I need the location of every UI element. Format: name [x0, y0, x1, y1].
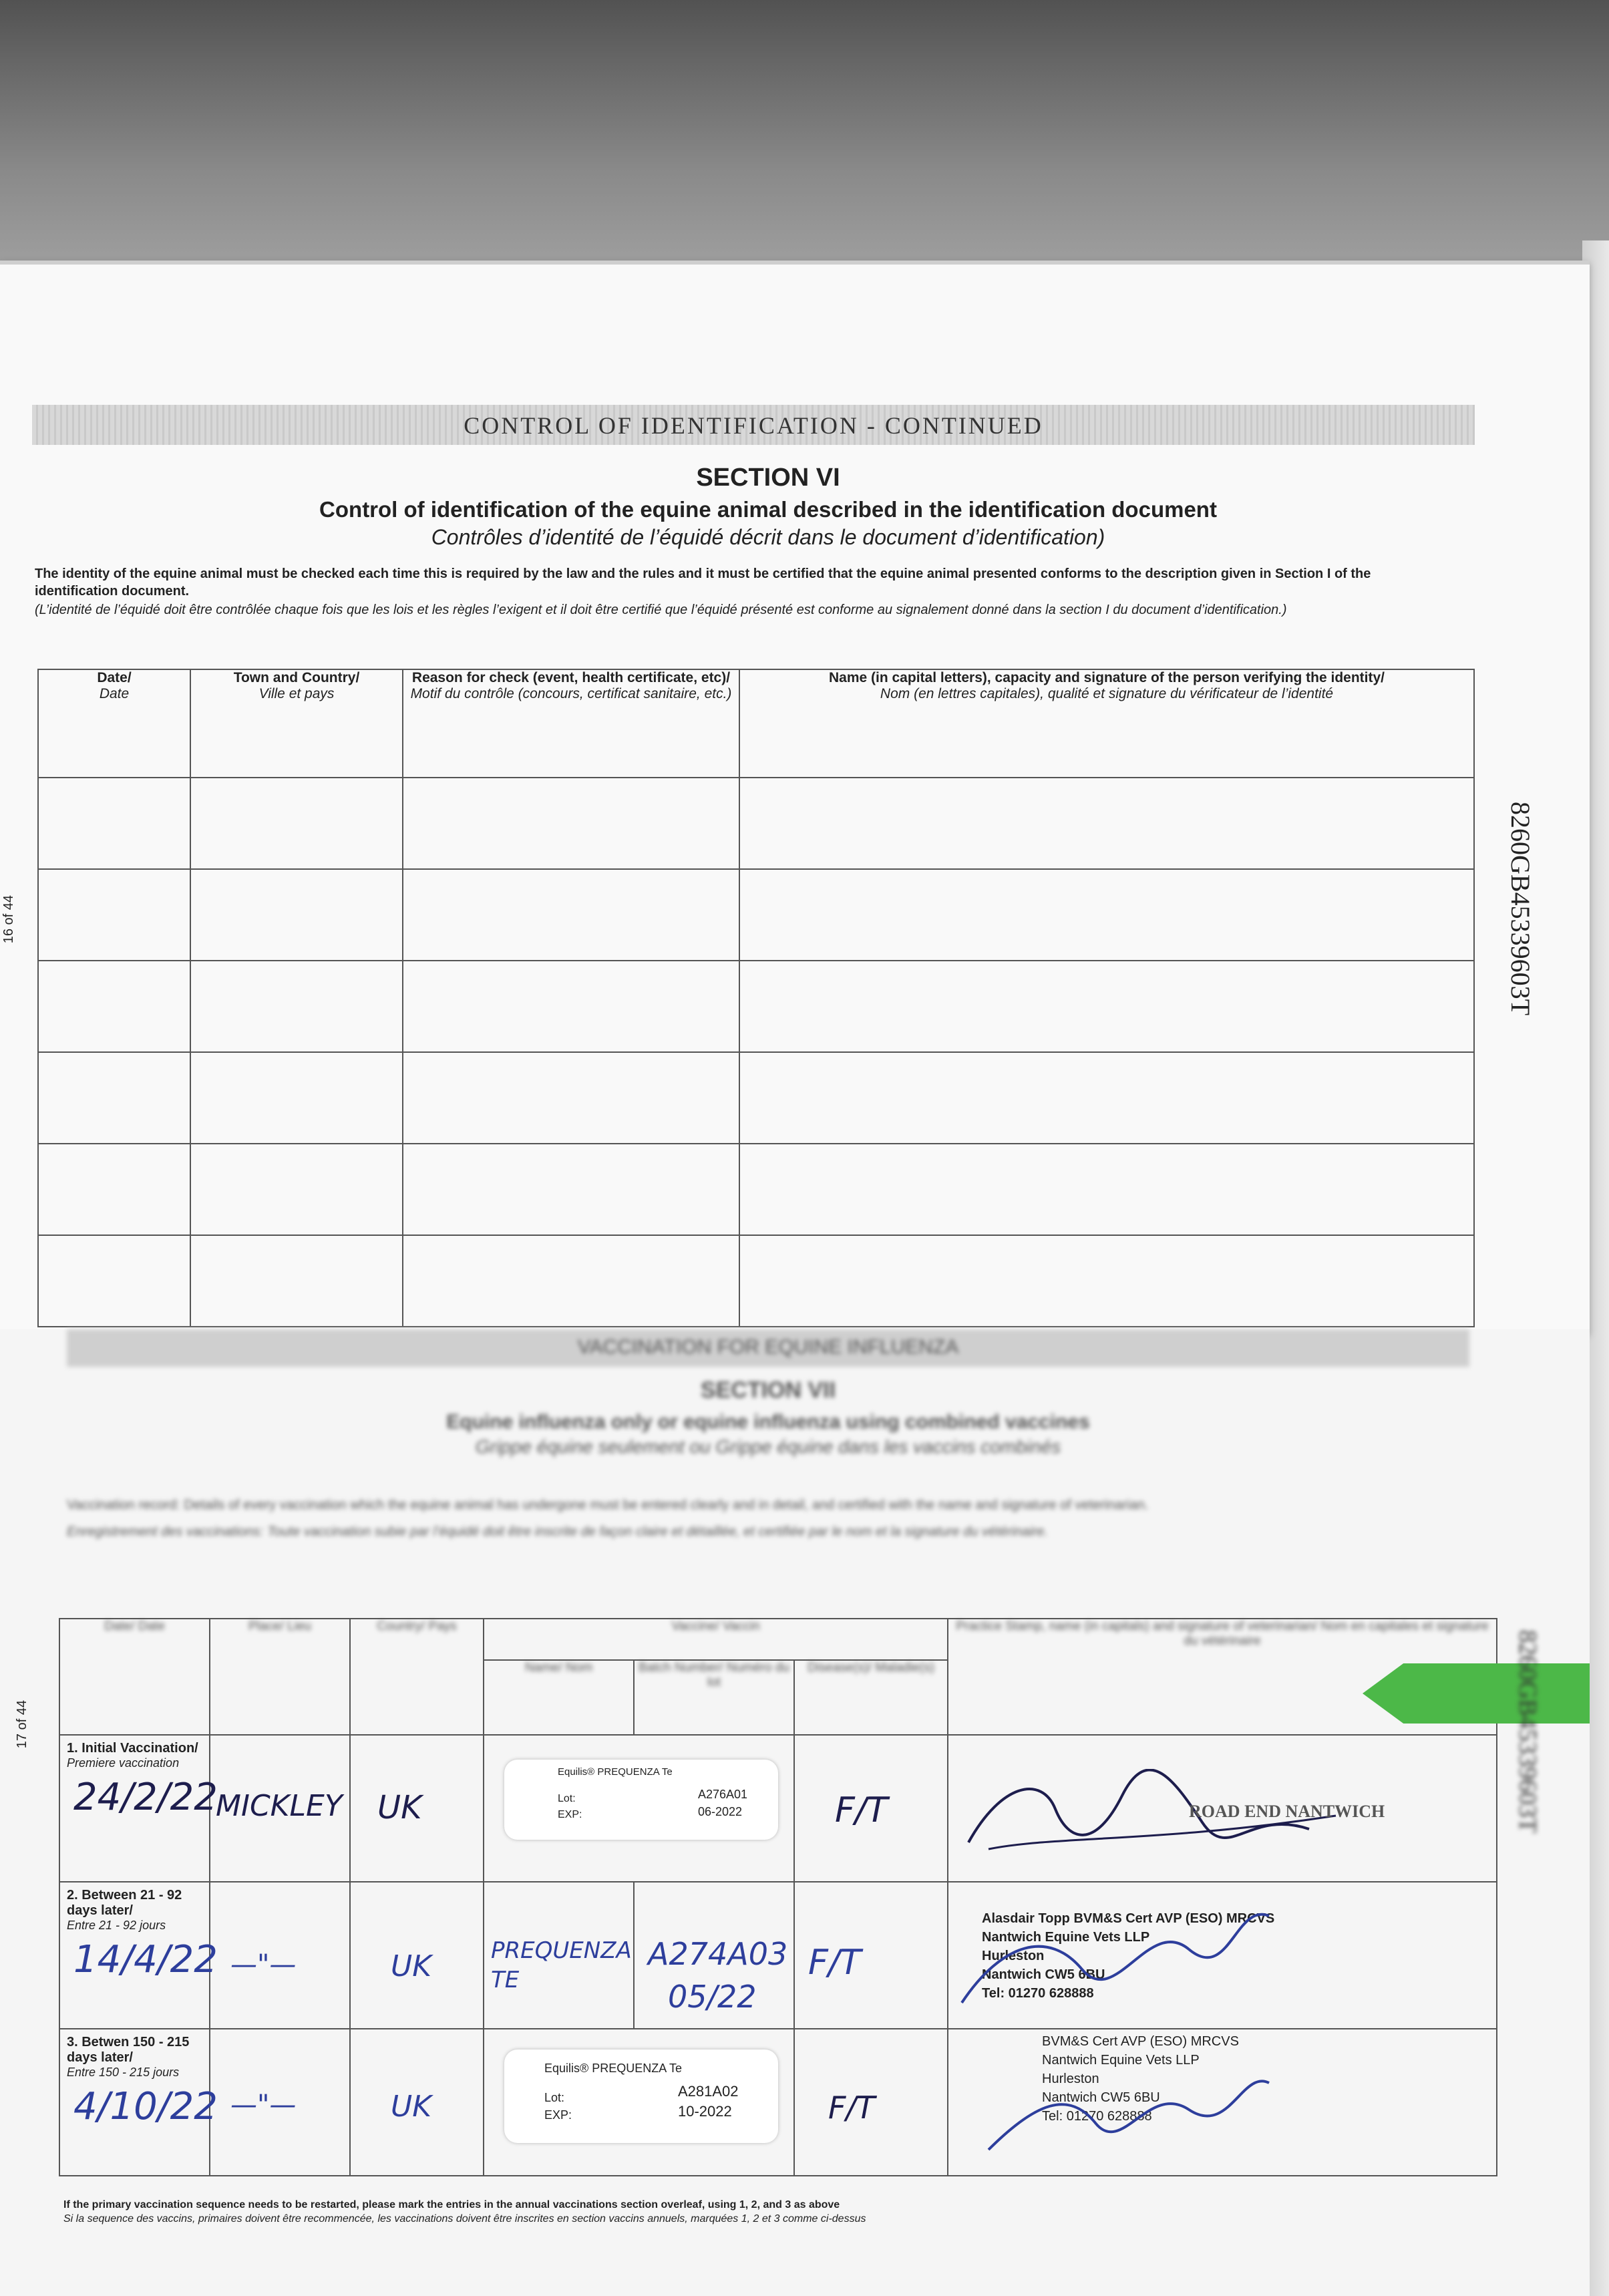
row-1-place: MICKLEY	[216, 1789, 343, 1823]
row-2-date: 14/4/22	[73, 1938, 218, 1981]
lower-instructions: Vaccination record: Details of every vaccination which the equine animal has undergone must be entered clearly and in detail, and certified with the name and signature of veterinarian. Enregistrement des vaccinations: Toute vaccination subie par l’équidé doit être inscrite de façon claire et détaillée, et certifiée par le nom et la signature du vétérinaire.	[67, 1498, 1149, 1539]
passport-number-side: 8260GB45339603T	[1505, 802, 1536, 1015]
banner-text: CONTROL OF IDENTIFICATION - CONTINUED	[464, 412, 1043, 439]
col-date: Date/ Date	[59, 1619, 210, 1735]
row-2-disease: F/T	[808, 1943, 862, 1983]
page-section-vii	[0, 1329, 1590, 2296]
signature-3	[975, 2043, 1282, 2163]
table-row: 2. Between 21 - 92 days later/ Entre 21 - 92 jours 14/4/22 —"— UK PREQUENZA TE A274A03 05/22 F/T Alasdair Topp BVM&S Cert AVP (ESO) MRCVS Nantwich Equine Vets LLP Hurleston Nantwich CW5 6BU Tel: 01270 628888	[59, 1882, 1497, 2029]
row-1-stamp: ROAD END NANTWICH	[1189, 1802, 1385, 1821]
page-section-vi	[0, 261, 1590, 1333]
table-row	[38, 1235, 1474, 1327]
row-1-country: UK	[377, 1789, 422, 1826]
row-2-vaccine-name: PREQUENZA TE	[491, 1937, 632, 1993]
section-heading: Control of identification of the equine animal described in the identification document	[319, 497, 1217, 522]
instructions-text-fr: (L’identité de l’équidé doit être contrôlée chaque fois que les lois et les règles l’exigent et il doit être certifié que l’équidé présenté est conforme au signalement donné dans la section I du document d’identification.)	[35, 603, 1287, 617]
vaccination-table	[59, 1618, 1497, 2176]
table-row	[59, 1735, 1497, 1882]
row-2-vet-stamp: Alasdair Topp BVM&S Cert AVP (ESO) MRCVS Nantwich Equine Vets LLP Hurleston Nantwich CW5 6BU Tel: 01270 628888	[982, 1911, 1275, 2001]
col-country: Country/ Pays	[350, 1619, 484, 1735]
row-2-batch: A274A03	[648, 1936, 788, 1972]
page-number-17: 17 of 44	[15, 1700, 29, 1749]
col-date: Date/ Date	[38, 669, 190, 778]
row-3-country: UK	[391, 2090, 432, 2124]
table-row	[38, 869, 1474, 961]
instructions-text: The identity of the equine animal must be checked each time this is required by the law and the rules and it must be certified that the equine animal presented conforms to the description given in Section I of the identification document.	[35, 566, 1371, 599]
row-1-date: 24/2/22	[73, 1776, 218, 1819]
col-vaccine-name: Name/ Nom	[484, 1660, 634, 1735]
row-1-disease: F/T	[835, 1790, 888, 1830]
table-row	[38, 778, 1474, 869]
lower-banner: VACCINATION FOR EQUINE INFLUENZA	[67, 1329, 1469, 1367]
row-2-batch-exp: 05/22	[668, 1979, 757, 2015]
lower-heading-fr: Grippe équine seulement ou Grippe équine dans les vaccins combinés	[475, 1436, 1061, 1457]
signature-2	[948, 1889, 1282, 2023]
table-row	[38, 961, 1474, 1052]
row-3-date: 4/10/22	[73, 2085, 218, 2128]
row-2-country: UK	[391, 1949, 432, 1983]
row-1-lot: A276A01	[698, 1788, 748, 1801]
col-verifier: Name (in capital letters), capacity and signature of the person verifying the identity/ Nom (en lettres capitales), qualité et signature du vérificateur de l’identité	[739, 669, 1474, 778]
section-heading-fr: Contrôles d’identité de l’équidé décrit dans le document d’identification)	[431, 525, 1105, 549]
table-row	[38, 1052, 1474, 1144]
row-3-place: —"—	[230, 2090, 297, 2120]
page-number-16: 16 of 44	[1, 895, 16, 944]
col-reason: Reason for check (event, health certificate, etc)/ Motif du contrôle (concours, certificat sanitaire, etc.)	[403, 669, 739, 778]
lower-section-title: SECTION VII	[700, 1377, 836, 1403]
lower-heading: Equine influenza only or equine influenza using combined vaccines	[446, 1411, 1090, 1433]
col-batch: Batch Number/ Numéro du lot	[634, 1660, 794, 1735]
col-vaccine: Vaccine/ Vaccin	[484, 1619, 948, 1660]
row-3-lot: A281A02	[678, 2083, 739, 2100]
vaccine-sticker: Equilis® PREQUENZA Te Lot: EXP: A281A02 10-2022	[504, 2049, 778, 2143]
identification-check-table	[37, 669, 1475, 1327]
col-disease: Disease(s)/ Maladie(s)	[794, 1660, 948, 1735]
section-title: SECTION VI	[696, 464, 840, 492]
col-town-country: Town and Country/ Ville et pays	[190, 669, 403, 778]
row-3-exp: 10-2022	[678, 2103, 732, 2120]
col-place: Place/ Lieu	[210, 1619, 350, 1735]
row-3-disease: F/T	[828, 2090, 876, 2126]
row-1-date-cell: 1. Initial Vaccination/ Premiere vaccination 24/2/22	[59, 1735, 210, 1882]
row-1-exp: 06-2022	[698, 1805, 743, 1818]
passport-number-side-lower: 8260GB45339603T	[1513, 1630, 1542, 1833]
table-row	[38, 1144, 1474, 1235]
table-row: 3. Betwen 150 - 215 days later/ Entre 150 - 215 jours 4/10/22 —"— UK Equilis® PREQUENZA Te Lot: EXP: A281A02 10-2022 F/T BVM&S Cert AVP (ESO) MRCVS Nantwich Equine Vets LLP Hurleston Nantwich CW5 6BU Tel: 01270 628888	[59, 2029, 1497, 2176]
page-tab-marker	[1363, 1663, 1590, 1724]
section-banner	[32, 405, 1475, 445]
row-2-place: —"—	[230, 1949, 297, 1980]
vaccine-sticker: Equilis® PREQUENZA Te Lot: EXP: A276A01 06-2022	[504, 1760, 778, 1840]
row-3-vet-stamp: BVM&S Cert AVP (ESO) MRCVS Nantwich Equine Vets LLP Hurleston Nantwich CW5 6BU Tel: 01270 628888	[1042, 2034, 1239, 2124]
footnote: If the primary vaccination sequence needs to be restarted, please mark the entries in the annual vaccinations section overleaf, using 1, 2, and 3 as above Si la sequence des vaccins, primaires doivent être recommencée, les vaccinations doivent être inscrites en section vaccins annuels, marquées 1, 2 et 3 comme ci-dessus	[63, 2199, 866, 2225]
col-vet: Practice Stamp, name (in capitals) and signature of veterinarian/ Nom en capitales et signature du vétérinaire	[948, 1619, 1497, 1735]
